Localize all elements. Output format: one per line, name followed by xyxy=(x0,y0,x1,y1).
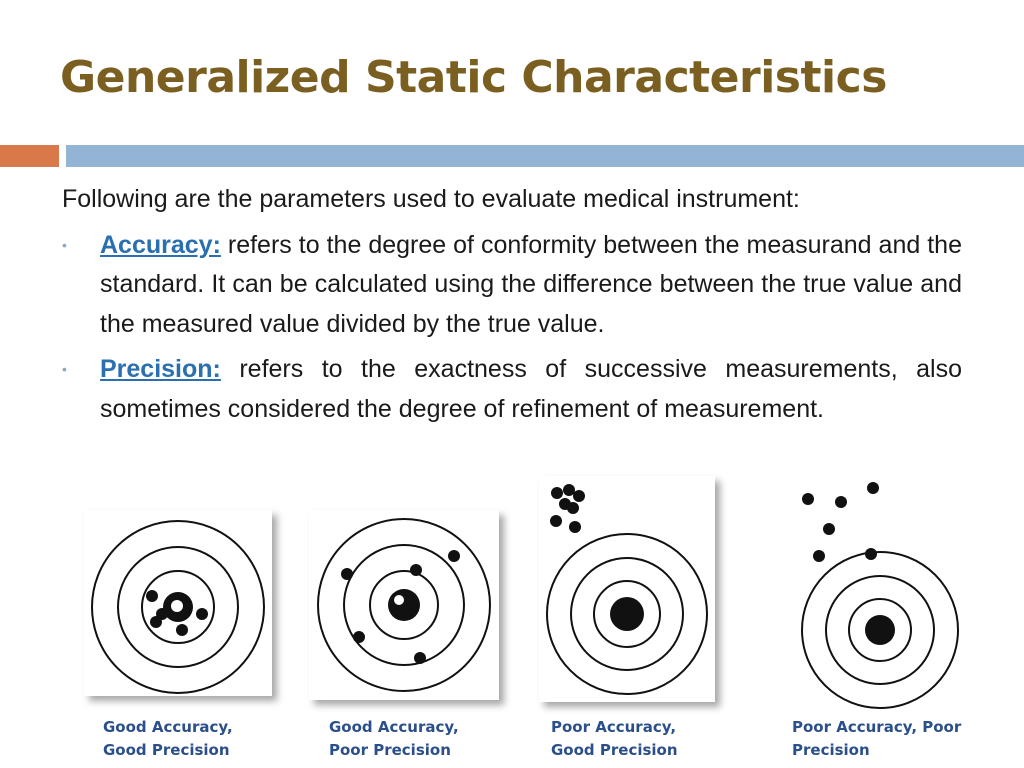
caption-line: Precision xyxy=(792,741,870,759)
slide-body xyxy=(62,180,962,429)
precision-definition: refers to the exactness of successive measurements, also sometimes considered the degree of refinement of measurement. xyxy=(100,355,962,423)
target-diagram-3 xyxy=(539,476,715,702)
caption-poor-accuracy-poor-precision xyxy=(792,716,961,762)
target-image-poor-accuracy-good-precision xyxy=(539,476,715,702)
bullet-precision xyxy=(62,350,962,429)
target-image-poor-accuracy-poor-precision xyxy=(791,470,963,710)
bullet-dot-icon: • xyxy=(62,361,67,377)
target-image-good-accuracy-poor-precision xyxy=(309,510,499,700)
target-diagram-4 xyxy=(791,470,963,710)
accuracy-term[interactable]: Accuracy: xyxy=(100,230,221,259)
target-diagram-2 xyxy=(309,510,499,700)
caption-line: Poor Accuracy, xyxy=(551,718,677,736)
caption-line: Good Accuracy, xyxy=(103,718,233,736)
caption-line: Good Accuracy, xyxy=(329,718,459,736)
intro-text: Following are the parameters used to evaluate medical instrument: xyxy=(62,185,800,213)
accuracy-definition: refers to the degree of conformity between the measurand and the standard. It can be calculated using the difference between the true value and the measured value divided by the true value. xyxy=(100,230,962,338)
precision-term[interactable]: Precision: xyxy=(100,355,221,383)
bullet-dot-icon: • xyxy=(62,236,67,253)
caption-good-accuracy-good-precision xyxy=(103,716,233,762)
caption-good-accuracy-poor-precision xyxy=(329,716,459,762)
bullet-accuracy xyxy=(62,226,962,345)
caption-line: Poor Accuracy, Poor xyxy=(792,718,962,736)
target-image-good-accuracy-good-precision xyxy=(84,510,272,696)
caption-line: Poor Precision xyxy=(329,741,451,759)
caption-line: Good Precision xyxy=(103,741,230,759)
caption-poor-accuracy-good-precision xyxy=(551,716,678,762)
accent-bar-blue xyxy=(66,145,1024,167)
slide-title: Generalized Static Characteristics xyxy=(60,52,887,103)
target-diagram-1 xyxy=(84,510,272,696)
accent-bar-orange xyxy=(0,145,59,167)
caption-line: Good Precision xyxy=(551,741,678,759)
